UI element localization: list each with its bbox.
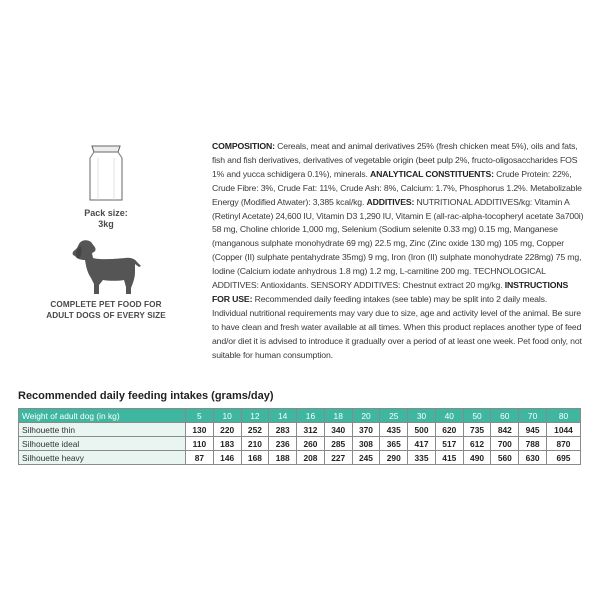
feeding-table-header-row bbox=[19, 409, 581, 423]
table-cell: 517 bbox=[435, 437, 463, 451]
product-description-line2: ADULT DOGS OF EVERY SIZE bbox=[46, 310, 166, 320]
product-description bbox=[38, 300, 174, 321]
table-cell: 335 bbox=[408, 451, 436, 465]
table-cell: 842 bbox=[491, 423, 519, 437]
weight-header-cell: 10 bbox=[213, 409, 241, 423]
analytical-heading: ANALYTICAL CONSTITUENTS: bbox=[370, 168, 494, 179]
table-cell: 146 bbox=[213, 451, 241, 465]
weight-header-cell: 5 bbox=[186, 409, 214, 423]
additives-heading: ADDITIVES: bbox=[366, 196, 415, 207]
table-cell: 1044 bbox=[546, 423, 580, 437]
table-cell: 183 bbox=[213, 437, 241, 451]
weight-header-cell: 30 bbox=[408, 409, 436, 423]
table-cell: 245 bbox=[352, 451, 380, 465]
table-cell: 490 bbox=[463, 451, 491, 465]
row-label: Silhouette ideal bbox=[19, 437, 186, 451]
pack-size-label bbox=[38, 208, 174, 230]
weight-header-cell: 40 bbox=[435, 409, 463, 423]
weight-header-label: Weight of adult dog (in kg) bbox=[19, 409, 186, 423]
row-label: Silhouette thin bbox=[19, 423, 186, 437]
analytical-text: Crude Protein: 22%, Crude Fibre: 3%, Crude Fat: 11%, Crude Ash: 8%, Calcium: 1.7%, Phosphorus 1.2%. Metabolizable Energy (Modified Atwater): 3,385 kcal/kg. bbox=[212, 168, 582, 207]
table-cell: 370 bbox=[352, 423, 380, 437]
food-bag-icon bbox=[86, 142, 126, 202]
table-cell: 210 bbox=[241, 437, 269, 451]
table-cell: 612 bbox=[463, 437, 491, 451]
table-cell: 695 bbox=[546, 451, 580, 465]
table-cell: 227 bbox=[324, 451, 352, 465]
weight-header-cell: 14 bbox=[269, 409, 297, 423]
table-cell: 700 bbox=[491, 437, 519, 451]
weight-header-cell: 70 bbox=[519, 409, 547, 423]
table-cell: 630 bbox=[519, 451, 547, 465]
weight-header-cell: 18 bbox=[324, 409, 352, 423]
table-row-thin bbox=[19, 423, 581, 437]
composition-text: Cereals, meat and animal derivatives 25% (fresh chicken meat 5%), oils and fats, fish and fish derivatives, derivatives of vegetable origin (beet pulp 2%, fructo-oligosaccharides FOS 1% and yucca schidigera 0.1%), minerals. bbox=[212, 141, 578, 179]
weight-header-cell: 12 bbox=[241, 409, 269, 423]
weight-header-cell: 20 bbox=[352, 409, 380, 423]
dog-silhouette-icon bbox=[69, 238, 143, 296]
table-cell: 415 bbox=[435, 451, 463, 465]
feeding-table bbox=[18, 408, 581, 465]
weight-header-cell: 25 bbox=[380, 409, 408, 423]
composition-paragraph bbox=[212, 140, 584, 363]
table-cell: 130 bbox=[186, 423, 214, 437]
product-description-line1: COMPLETE PET FOOD FOR bbox=[50, 300, 162, 309]
table-cell: 788 bbox=[519, 437, 547, 451]
pack-size-value: 3kg bbox=[98, 219, 114, 229]
table-cell: 870 bbox=[546, 437, 580, 451]
table-cell: 110 bbox=[186, 437, 214, 451]
weight-header-cell: 16 bbox=[297, 409, 325, 423]
weight-header-cell: 60 bbox=[491, 409, 519, 423]
table-cell: 312 bbox=[297, 423, 325, 437]
weight-header-cell: 50 bbox=[463, 409, 491, 423]
table-cell: 283 bbox=[269, 423, 297, 437]
table-cell: 560 bbox=[491, 451, 519, 465]
table-cell: 290 bbox=[380, 451, 408, 465]
table-cell: 188 bbox=[269, 451, 297, 465]
table-cell: 208 bbox=[297, 451, 325, 465]
weight-header-cell: 80 bbox=[546, 409, 580, 423]
table-row-ideal bbox=[19, 437, 581, 451]
table-cell: 252 bbox=[241, 423, 269, 437]
table-cell: 735 bbox=[463, 423, 491, 437]
table-cell: 168 bbox=[241, 451, 269, 465]
table-cell: 340 bbox=[324, 423, 352, 437]
table-cell: 500 bbox=[408, 423, 436, 437]
table-cell: 365 bbox=[380, 437, 408, 451]
composition-text-block bbox=[212, 140, 584, 363]
table-cell: 620 bbox=[435, 423, 463, 437]
table-cell: 285 bbox=[324, 437, 352, 451]
table-cell: 220 bbox=[213, 423, 241, 437]
feeding-table-title: Recommended daily feeding intakes (grams/day) bbox=[18, 390, 274, 402]
table-cell: 945 bbox=[519, 423, 547, 437]
composition-heading: COMPOSITION: bbox=[212, 141, 275, 151]
pack-size-heading: Pack size: bbox=[84, 208, 128, 218]
table-cell: 236 bbox=[269, 437, 297, 451]
table-cell: 308 bbox=[352, 437, 380, 451]
table-cell: 435 bbox=[380, 423, 408, 437]
table-row-heavy bbox=[19, 451, 581, 465]
table-cell: 417 bbox=[408, 437, 436, 451]
table-cell: 87 bbox=[186, 451, 214, 465]
instructions-heading: INSTRUCTIONS FOR USE: bbox=[212, 280, 569, 304]
pack-info bbox=[38, 142, 174, 321]
row-label: Silhouette heavy bbox=[19, 451, 186, 465]
additives-text: NUTRITIONAL ADDITIVES/kg: Vitamin A (Retinyl Acetate) 24,600 IU, Vitamin D3 1,290 IU, Vitamin E (all-rac-alpha-tocopheryl acetate 3a700i) 58 mg, Choline chloride 1,000 mg, Selenium (Sodium selenite 0.33 mg) 0.15 mg, Manganese (manganous sulphate monohydrate 69 mg) 22.5 mg, Zinc (Zinc oxide 130 mg) 105 mg, Copper (Copper (II) sulphate pentahydrate 35mg) 9 mg, Iron (Iron (II) sulphate monohydrate 228mg) 75 mg, Iodine (Calcium iodate anhydrous 1.8 mg) 1.2 mg, L-carnitine 200 mg. TECHNOLOGICAL ADDITIVES: Antioxidants. SENSORY ADDITIVES: Chestnut extract 20 mg/kg. bbox=[212, 196, 584, 291]
table-cell: 260 bbox=[297, 437, 325, 451]
instructions-text: Recommended daily feeding intakes (see table) may be split into 2 daily meals. Individual nutritional requirements may vary due to size, age and activity level of the animal. Be sure to have clean and fresh water available at all times. When this product replaces another type of feed and/or diet it is advised to introduce it gradually over a period of at least one week. Pet food only, not suitable for human consumption. bbox=[212, 293, 582, 360]
